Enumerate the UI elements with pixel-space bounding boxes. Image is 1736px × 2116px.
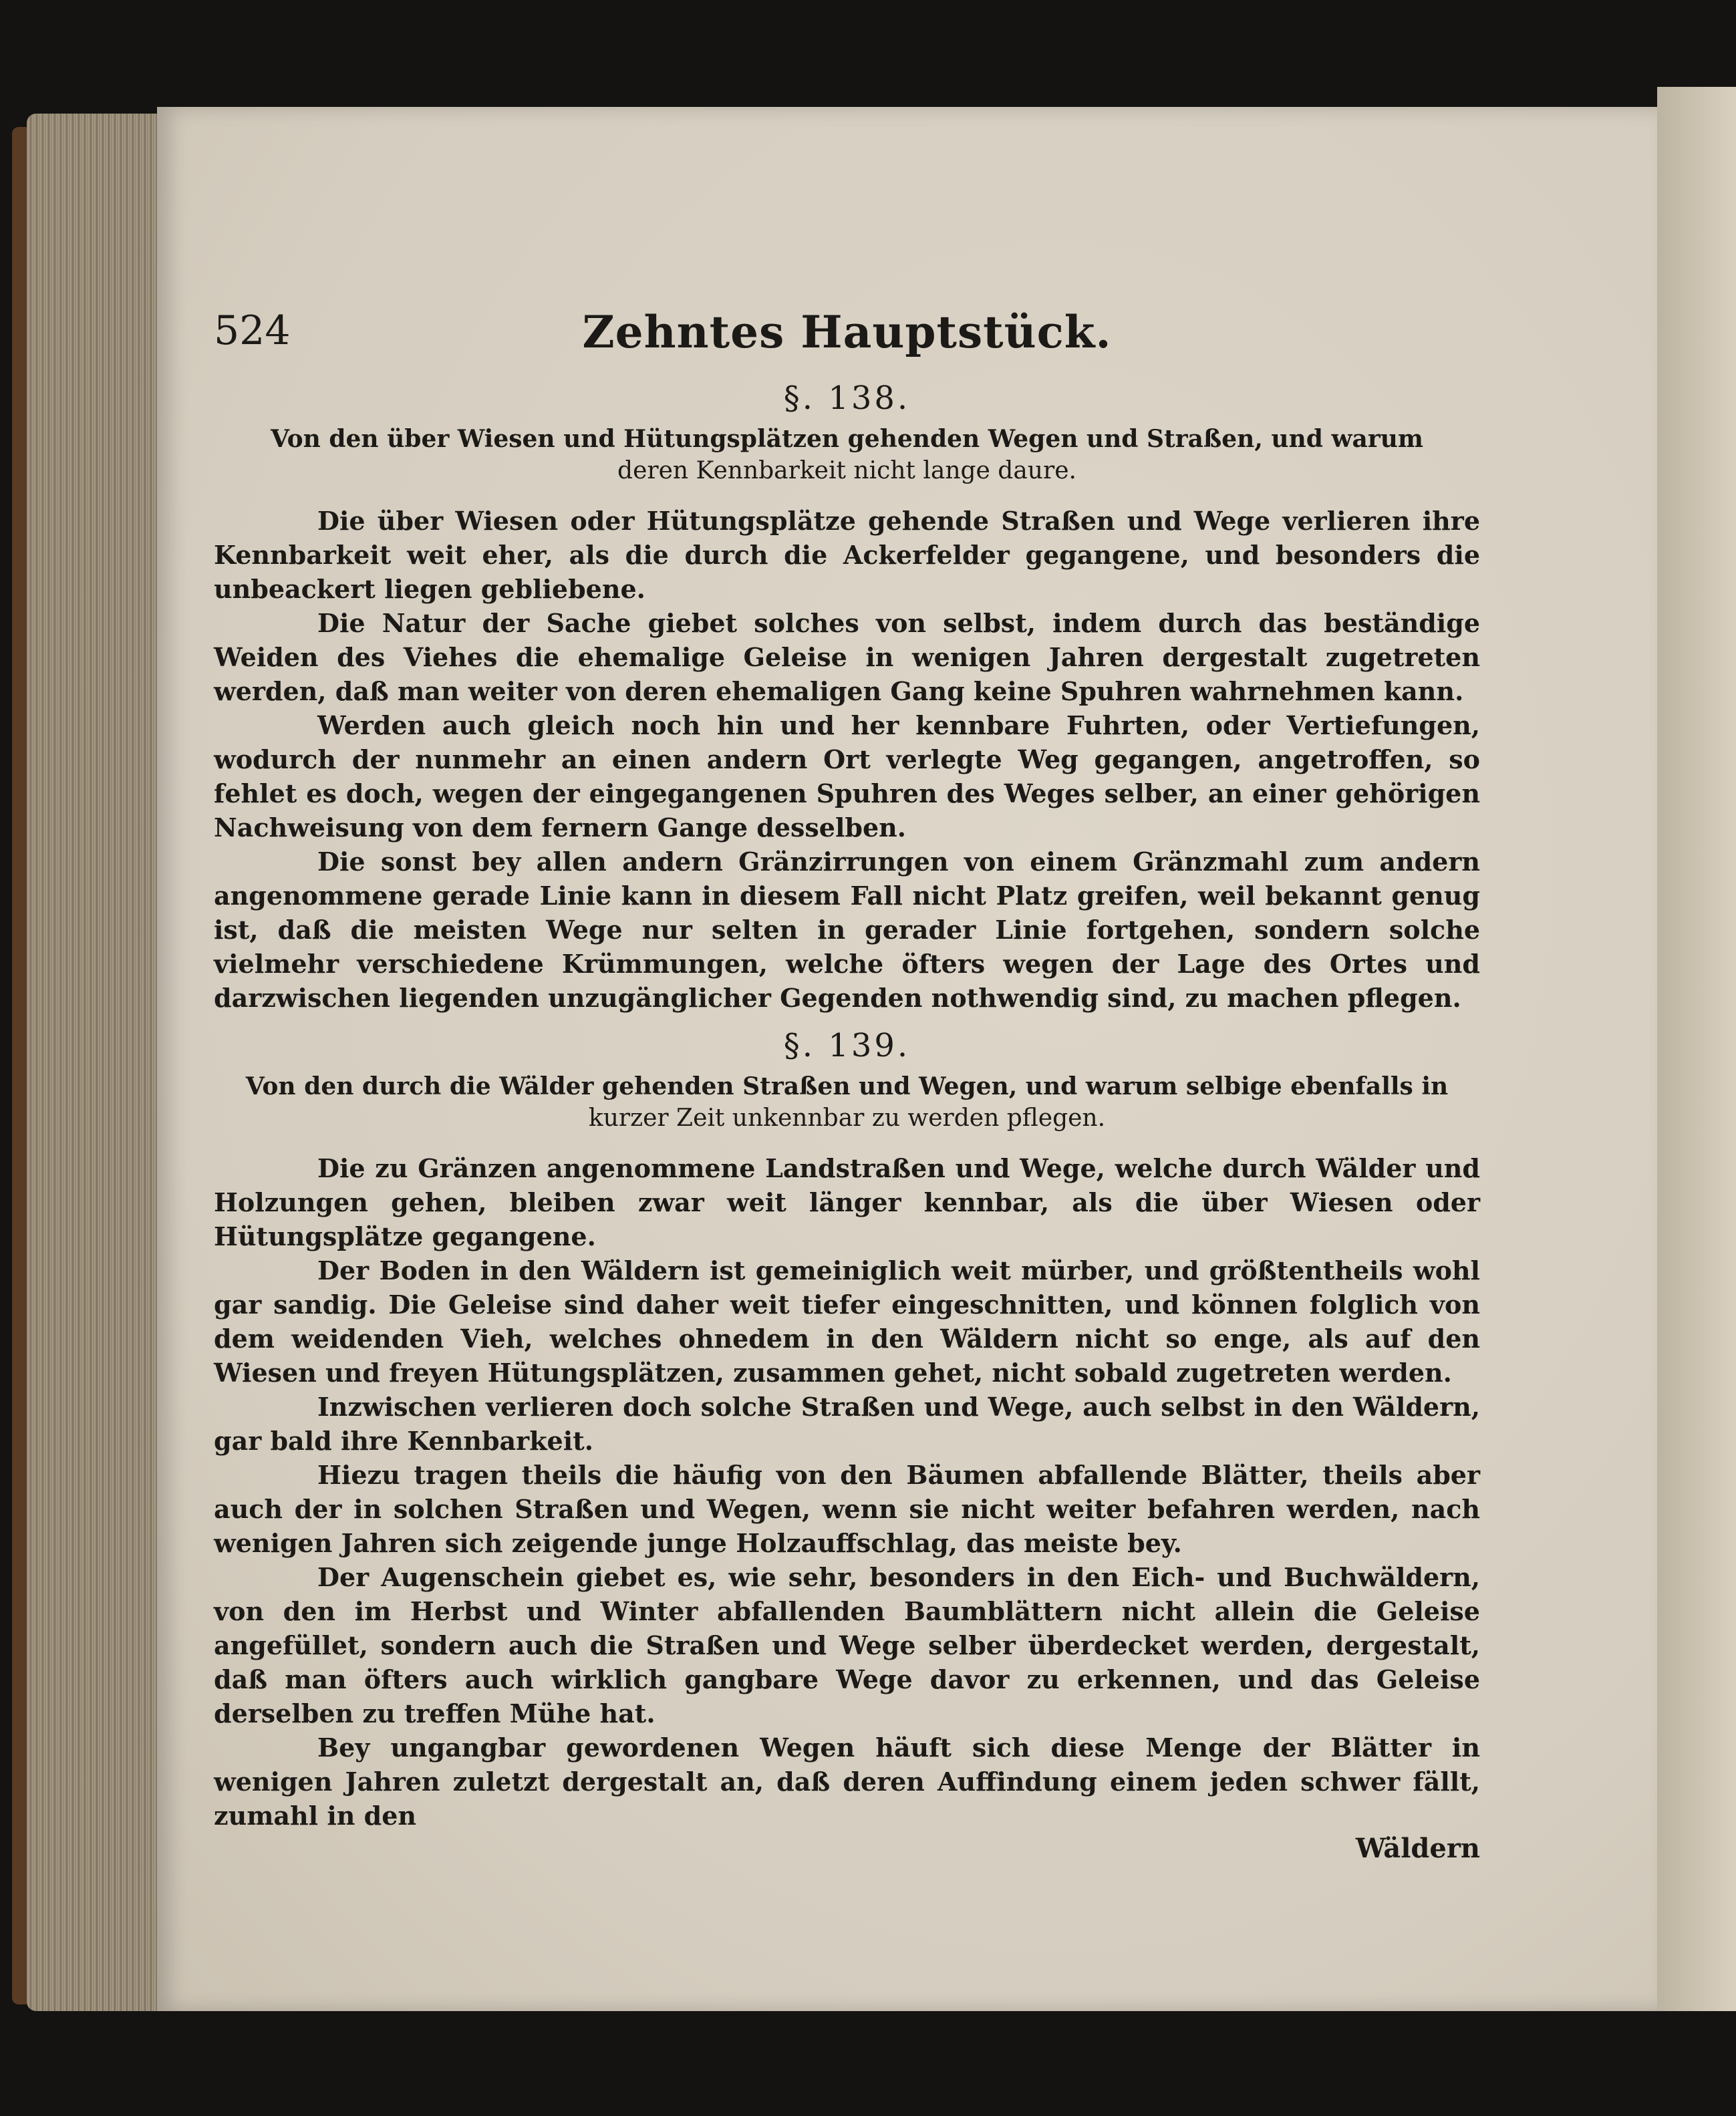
paragraph: Werden auch gleich noch hin und her kennbare Fuhrten, oder Vertiefungen, wodurch der nunmehr an einen andern Ort verlegte Weg gegangen, angetroffen, so fehlet es doch, wegen der eingegangenen Spuhren des Weges selber, an einer gehörigen Nachweisung von dem fernern Gange desselben. [214,710,1480,843]
paragraph: Bey ungangbar gewordenen Wegen häuft sich diese Menge der Blätter in wenigen Jahren zuletzt dergestalt an, daß deren Auffindung einem jeden schwer fällt, zumahl in den [214,1732,1480,1831]
section-139 [214,1027,1480,1833]
section-heading-line: Von den über Wiesen und Hütungsplätzen gehenden Wegen und Straßen, und warum [270,425,1423,453]
facing-page-edge [1657,87,1736,2011]
page-number: 524 [214,307,291,354]
section-138 [214,380,1480,1015]
chapter-title: Zehntes Hauptstück. [582,306,1112,358]
paragraph: Inzwischen verlieren doch solche Straßen und Wege, auch selbst in den Wäldern, gar bald ihre Kennbarkeit. [214,1392,1480,1456]
section-heading [214,1071,1480,1134]
section-heading-line: deren Kennbarkeit nicht lange daure. [617,457,1076,484]
section-heading-line: Von den durch die Wälder gehenden Straßen und Wegen, und warum selbige ebenfalls in [245,1072,1449,1100]
paragraph: Die über Wiesen oder Hütungsplätze gehende Straßen und Wege verlieren ihre Kennbarkeit weit eher, als die durch die Ackerfelder gegangene, und besonders die unbeackert liegen gebliebene. [214,506,1480,604]
paragraph: Die zu Gränzen angenommene Landstraßen und Wege, welche durch Wälder und Holzungen gehen, bleiben zwar weit länger kennbar, als die über Wiesen oder Hütungsplätze gegangene. [214,1153,1480,1251]
paragraph: Der Boden in den Wäldern ist gemeiniglich weit mürber, und größtentheils wohl gar sandig. Die Geleise sind daher weit tiefer eingeschnitten, und können folglich von dem weidenden Vieh, welches ohnedem in den Wäldern nicht so enge, als auf den Wiesen und freyen Hütungsplätzen, zusammen gehet, nicht sobald zugetreten werden. [214,1255,1480,1388]
section-number: §. 138. [783,380,911,417]
paragraph: Die Natur der Sache giebet solches von selbst, indem durch das beständige Weiden des Viehes die ehemalige Geleise in wenigen Jahren dergestalt zugetreten werden, daß man weiter von deren ehemaligen Gang keine Spuhren wahrnehmen kann. [214,608,1480,706]
section-heading-line: kurzer Zeit unkennbar zu werden pflegen. [588,1104,1106,1132]
paragraph: Der Augenschein giebet es, wie sehr, besonders in den Eich- und Buchwäldern, von den im Herbst und Winter abfallenden Baumblättern nicht allein die Geleise angefüllet, sondern auch die Straßen und Wege selber überdecket werden, dergestalt, daß man öfters auch wirklich gangbare Wege davor zu erkennen, und das Geleise derselben zu treffen Mühe hat. [214,1562,1480,1728]
page-content [214,294,1480,1864]
catchword: Wäldern [1355,1833,1480,1864]
section-number: §. 139. [783,1027,911,1064]
paragraph: Hiezu tragen theils die häufig von den Bäumen abfallende Blätter, theils aber auch der in solchen Straßen und Wegen, wenn sie nicht weiter befahren werden, nach wenigen Jahren sich zeigende junge Holzauffschlag, das meiste bey. [214,1460,1480,1558]
paragraph: Die sonst bey allen andern Gränzirrungen von einem Gränzmahl zum andern angenommene gerade Linie kann in diesem Fall nicht Platz greifen, weil bekannt genug ist, daß die meisten Wege nur selten in gerader Linie fortgehen, sondern solche vielmehr verschiedene Krümmungen, welche öfters wegen der Lage des Ortes und darzwischen liegenden unzugänglicher Gegenden nothwendig sind, zu machen pflegen. [214,847,1480,1013]
section-heading [214,424,1480,486]
running-head [214,294,1480,367]
book-page-edges [27,114,167,2011]
